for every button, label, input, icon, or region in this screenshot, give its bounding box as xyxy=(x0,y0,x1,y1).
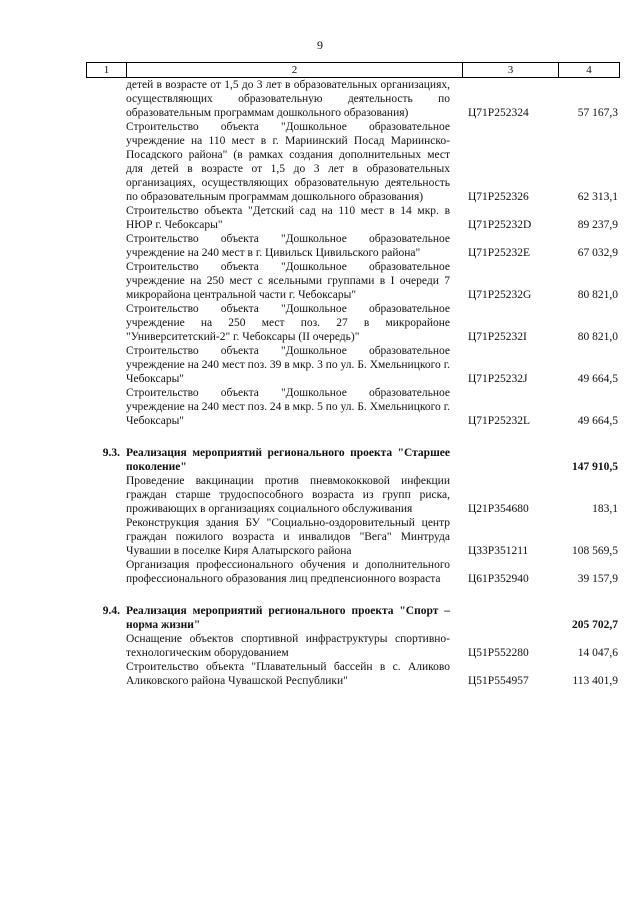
section-number: 9.3. xyxy=(102,447,120,459)
table-row xyxy=(86,558,618,586)
table-row xyxy=(86,632,618,660)
section-total: 205 702,7 xyxy=(572,619,618,631)
row-code: Ц21Р354680 xyxy=(468,503,529,515)
row-description: Строительство объекта "Дошкольное образовательное учреждение на 240 мест поз. 39 в мкр. 3 по ул. Б. Хмельницкого г. Чебоксары" xyxy=(126,345,450,385)
row-description: детей в возрасте от 1,5 до 3 лет в образовательных организациях, осуществляющих образовательную деятельность по образовательным программам дошкольного образования) xyxy=(126,79,450,119)
row-description: Строительство объекта "Дошкольное образовательное учреждение на 240 мест поз. 24 в мкр. 5 по ул. Б. Хмельницкого г. Чебоксары" xyxy=(126,387,450,427)
row-description: Реконструкция здания БУ "Социально-оздоровительный центр граждан пожилого возраста и инвалидов "Вега" Минтруда Чувашии в поселке Киря Алатырского района xyxy=(126,517,450,557)
row-amount: 113 401,9 xyxy=(572,675,618,687)
row-code: Ц51Р552280 xyxy=(468,647,529,659)
row-amount: 49 664,5 xyxy=(577,415,618,427)
table-row xyxy=(86,386,618,428)
section-number: 9.4. xyxy=(102,605,120,617)
row-code: Ц51Р554957 xyxy=(468,675,529,687)
row-amount: 80 821,0 xyxy=(577,289,618,301)
table-row xyxy=(86,516,618,558)
row-amount: 39 157,9 xyxy=(577,573,618,585)
table-row xyxy=(86,660,618,688)
header-col-4: 4 xyxy=(586,64,592,76)
row-code: Ц71Р252324 xyxy=(468,107,529,119)
row-code: Ц33Р351211 xyxy=(468,545,529,557)
section-title: Реализация мероприятий регионального проекта "Спорт – норма жизни" xyxy=(126,605,450,631)
section-title: Реализация мероприятий регионального проекта "Старшее поколение" xyxy=(126,447,450,473)
table-row xyxy=(86,260,618,302)
row-amount: 62 313,1 xyxy=(577,191,618,203)
row-amount: 89 237,9 xyxy=(577,219,618,231)
row-description: Строительство объекта "Плавательный бассейн в с. Аликово Аликовского района Чувашской Республики" xyxy=(126,661,450,687)
row-amount: 108 569,5 xyxy=(572,545,618,557)
row-amount: 49 664,5 xyxy=(577,373,618,385)
table-row xyxy=(86,344,618,386)
header-col-1: 1 xyxy=(87,63,127,77)
row-code: Ц71Р25232E xyxy=(468,247,530,259)
table-row xyxy=(86,474,618,516)
table-row xyxy=(86,232,618,260)
budget-table xyxy=(86,78,618,688)
row-description: Строительство объекта "Дошкольное образовательное учреждение на 240 мест в г. Цивильск Цивильского района" xyxy=(126,233,450,259)
section-heading xyxy=(86,446,618,474)
header-col-2: 2 xyxy=(127,63,463,77)
row-code: Ц71Р25232G xyxy=(468,289,532,301)
table-row xyxy=(86,302,618,344)
row-description: Проведение вакцинации против пневмококковой инфекции граждан старше трудоспособного возраста из групп риска, проживающих в организациях социального обслуживания xyxy=(126,475,450,515)
row-amount: 183,1 xyxy=(592,503,618,515)
row-amount: 14 047,6 xyxy=(577,647,618,659)
row-description: Организация профессионального обучения и дополнительного профессионального образования лиц предпенсионного возраста xyxy=(126,559,450,585)
row-description: Строительство объекта "Дошкольное образовательное учреждение на 250 мест поз. 27 в микрорайоне "Университетский-2" г. Чебоксары (II очередь)" xyxy=(126,303,450,343)
section-heading xyxy=(86,604,618,632)
row-code: Ц71Р25232J xyxy=(468,373,528,385)
table-header xyxy=(86,62,620,78)
row-code: Ц71Р252326 xyxy=(468,191,529,203)
row-code: Ц71Р25232I xyxy=(468,331,527,343)
row-description: Строительство объекта "Дошкольное образовательное учреждение на 110 мест в г. Мариинский Посад Мариинско-Посадского района" (в рамках создания дополнительных мест для детей в возрасте от 1,5 до 3 лет в образовательных организациях, осуществляющих образовательную деятельность по образовательным программам дошкольного образования) xyxy=(126,121,450,203)
row-description: Строительство объекта "Дошкольное образовательное учреждение на 250 мест с ясельными группами в I очереди 7 микрорайона центральной части г. Чебоксары" xyxy=(126,261,450,301)
row-code: Ц71Р25232D xyxy=(468,219,532,231)
table-row xyxy=(86,120,618,204)
row-description: Оснащение объектов спортивной инфраструктуры спортивно-технологическим оборудованием xyxy=(126,633,450,659)
row-amount: 57 167,3 xyxy=(577,107,618,119)
row-description: Строительство объекта "Детский сад на 110 мест в 14 мкр. в НЮР г. Чебоксары" xyxy=(126,205,450,231)
page-number: 9 xyxy=(317,38,323,52)
section-total: 147 910,5 xyxy=(572,461,618,473)
row-amount: 67 032,9 xyxy=(577,247,618,259)
row-code: Ц61Р352940 xyxy=(468,573,529,585)
row-amount: 80 821,0 xyxy=(577,331,618,343)
row-code: Ц71Р25232L xyxy=(468,415,530,427)
table-row xyxy=(86,78,618,120)
header-col-3: 3 xyxy=(463,63,559,77)
table-row xyxy=(86,204,618,232)
